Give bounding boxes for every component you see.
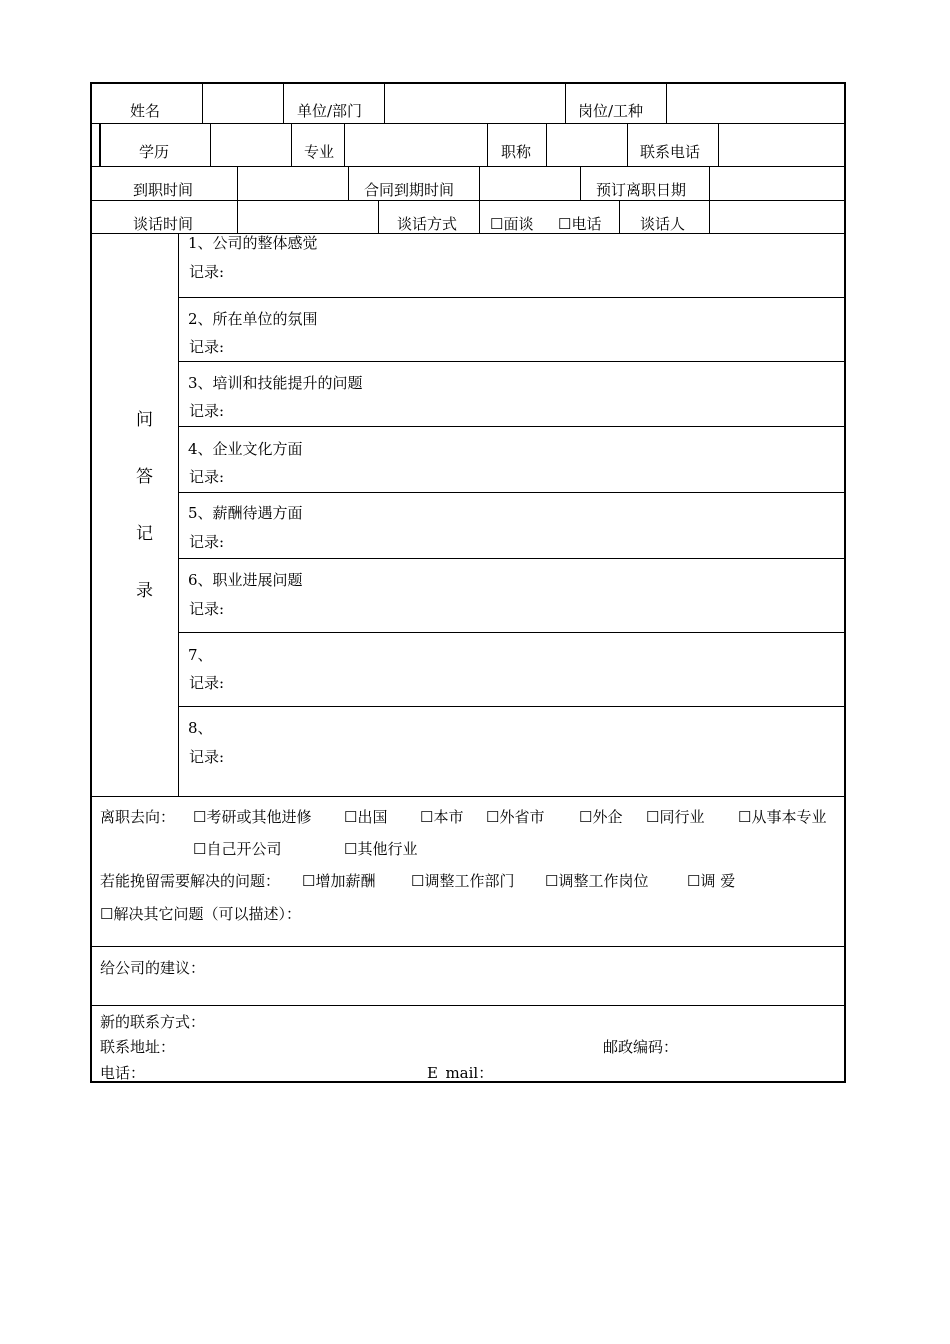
- label-planned-leave: 预订离职日期: [596, 181, 687, 199]
- record-5-field[interactable]: [232, 529, 842, 557]
- label-contract-end: 合同到期时间: [364, 181, 455, 199]
- label-unit-dept: 单位/部门: [297, 102, 363, 120]
- cell-divider: [283, 84, 284, 123]
- record-6-field[interactable]: [232, 596, 842, 631]
- suggestion-field[interactable]: [100, 981, 840, 1004]
- qa-divider: [179, 706, 844, 707]
- option-local-city[interactable]: ☐本市: [420, 808, 464, 826]
- section-divider: [92, 796, 844, 797]
- option-solve-other[interactable]: ☐解决其它问题（可以描述）：: [100, 905, 301, 923]
- cell-divider: [565, 84, 566, 123]
- label-talk-method: 谈话方式: [397, 215, 458, 233]
- label-hire-date: 到职时间: [133, 181, 194, 199]
- label-name: 姓名: [130, 102, 161, 120]
- qa-side-char: 问: [136, 410, 153, 430]
- qa-side-divider: [178, 233, 179, 796]
- destination-label: 离职去向：: [100, 808, 176, 826]
- hire-date-field[interactable]: [238, 167, 348, 200]
- cell-divider: [291, 123, 292, 166]
- postcode-field[interactable]: [682, 1036, 840, 1056]
- option-abroad[interactable]: ☐出国: [344, 808, 388, 826]
- record-label: 记录:: [189, 468, 225, 486]
- qa-divider: [179, 361, 844, 362]
- qa-divider: [179, 297, 844, 298]
- label-position: 岗位/工种: [578, 102, 644, 120]
- qa-divider: [179, 426, 844, 427]
- record-1-field[interactable]: [232, 259, 842, 295]
- record-label: 记录:: [189, 533, 225, 551]
- record-4-field[interactable]: [232, 464, 842, 491]
- cell-divider: [619, 200, 620, 233]
- option-same-profession[interactable]: ☐从事本专业: [738, 808, 827, 826]
- unit-dept-field[interactable]: [385, 84, 565, 123]
- record-8-field[interactable]: [232, 744, 842, 794]
- cell-divider: [580, 166, 581, 200]
- record-label: 记录:: [189, 402, 225, 420]
- interviewer-field[interactable]: [710, 201, 844, 233]
- planned-leave-field[interactable]: [710, 167, 844, 200]
- email-label: E_mail：: [427, 1064, 494, 1082]
- question-4: 4、企业文化方面: [188, 440, 303, 458]
- retain-label: 若能挽留需要解决的问题：: [100, 872, 281, 890]
- position-field[interactable]: [667, 84, 844, 123]
- label-interviewer: 谈话人: [640, 215, 686, 233]
- question-2: 2、所在单位的氛围: [188, 310, 318, 328]
- contact-address-field[interactable]: [180, 1036, 590, 1056]
- record-3-field[interactable]: [232, 398, 842, 425]
- option-other-industry[interactable]: ☐其他行业: [344, 840, 418, 858]
- cell-divider: [479, 200, 480, 233]
- phone-call-checkbox[interactable]: ☐电话: [558, 215, 602, 233]
- option-change-dept[interactable]: ☐调整工作部门: [411, 872, 515, 890]
- exit-interview-form: [90, 82, 846, 1083]
- suggestion-label: 给公司的建议：: [100, 959, 206, 977]
- cell-divider: [348, 166, 349, 200]
- record-7-field[interactable]: [232, 670, 842, 705]
- qa-divider: [179, 492, 844, 493]
- record-label: 记录:: [189, 338, 225, 356]
- name-field[interactable]: [203, 84, 283, 123]
- section-divider: [92, 1005, 844, 1006]
- postcode-label: 邮政编码：: [603, 1038, 679, 1056]
- qa-divider: [179, 632, 844, 633]
- qa-divider: [179, 558, 844, 559]
- question-3: 3、培训和技能提升的问题: [188, 374, 363, 392]
- contact-address-label: 联系地址：: [100, 1038, 176, 1056]
- option-foreign-company[interactable]: ☐外企: [579, 808, 623, 826]
- option-own-business[interactable]: ☐自己开公司: [193, 840, 282, 858]
- section-divider: [92, 946, 844, 947]
- qa-side-char: 答: [136, 467, 153, 487]
- record-label: 记录:: [189, 748, 225, 766]
- contact-phone-field[interactable]: [150, 1062, 420, 1080]
- phone-field[interactable]: [719, 124, 844, 166]
- option-change-position[interactable]: ☐调整工作岗位: [545, 872, 649, 890]
- label-major: 专业: [304, 143, 335, 161]
- record-label: 记录:: [189, 600, 225, 618]
- record-label: 记录:: [189, 674, 225, 692]
- talk-time-field[interactable]: [238, 201, 378, 233]
- question-1: 1、公司的整体感觉: [188, 234, 318, 252]
- label-talk-time: 谈话时间: [133, 215, 194, 233]
- cell-divider: [378, 200, 379, 233]
- option-other-province[interactable]: ☐外省市: [486, 808, 545, 826]
- label-phone: 联系电话: [640, 143, 701, 161]
- option-further-study[interactable]: ☐考研或其他进修: [193, 808, 312, 826]
- label-education: 学历: [139, 143, 170, 161]
- question-5: 5、薪酬待遇方面: [188, 504, 303, 522]
- option-adjust-other[interactable]: ☐调 爱: [687, 872, 736, 890]
- label-title: 职称: [501, 143, 532, 161]
- record-2-field[interactable]: [232, 334, 842, 360]
- contact-phone-label: 电话：: [100, 1064, 146, 1082]
- option-raise-salary[interactable]: ☐增加薪酬: [302, 872, 376, 890]
- contract-end-field[interactable]: [480, 167, 580, 200]
- question-8: 8、: [188, 719, 213, 737]
- title-field[interactable]: [547, 124, 627, 166]
- option-same-industry[interactable]: ☐同行业: [646, 808, 705, 826]
- cell-divider: [487, 123, 488, 166]
- record-label: 记录:: [189, 263, 225, 281]
- qa-side-char: 记: [136, 524, 153, 544]
- email-field[interactable]: [492, 1062, 840, 1080]
- face-to-face-checkbox[interactable]: ☐面谈: [490, 215, 534, 233]
- cell-divider: [99, 123, 101, 166]
- qa-side-char: 录: [136, 581, 153, 601]
- question-6: 6、职业进展问题: [188, 571, 303, 589]
- contact-title: 新的联系方式：: [100, 1013, 206, 1031]
- cell-divider: [627, 123, 628, 166]
- question-7: 7、: [188, 646, 213, 664]
- education-field[interactable]: [211, 124, 291, 166]
- major-field[interactable]: [345, 124, 487, 166]
